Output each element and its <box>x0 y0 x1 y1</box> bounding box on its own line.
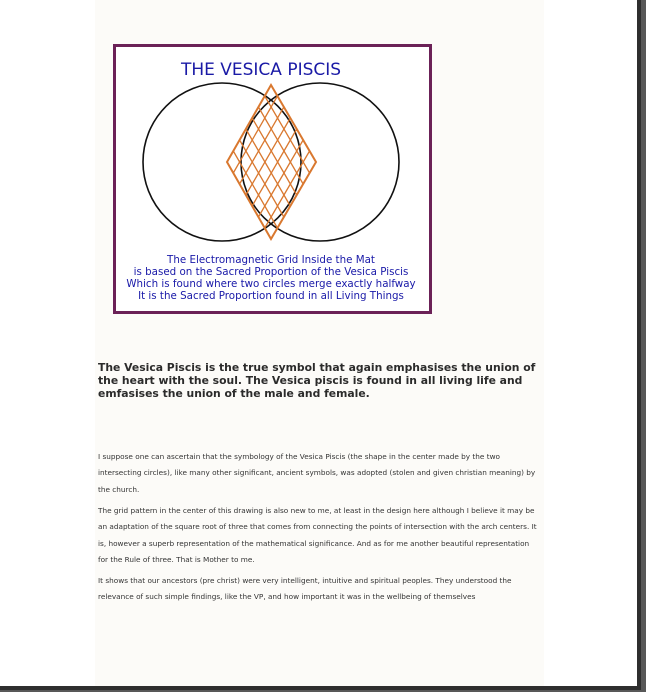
body-paragraph: I suppose one can ascertain that the symbology of the Vesica Piscis (the shape in the center made by the two intersecting circles), like many other significant, ancient symbols, was adopted (stolen and given christian meaning) by the church. <box>98 452 536 494</box>
body-paragraph: The grid pattern in the center of this drawing is also new to me, at least in the design here although I believe it may be an adaptation of the square root of three that comes from connecting the points of intersection with the arch centers. It is, however a superb representation of the mathematical significance. And as for me another beautiful representation for the Rule of three. That is Mother to me. <box>98 506 537 565</box>
caption-line: is based on the Sacred Proportion of the Vesica Piscis <box>133 266 409 278</box>
vesica-piscis-diagram <box>113 44 432 314</box>
lead-paragraph: The Vesica Piscis is the true symbol that again emphasises the union of the heart with the soul. The Vesica piscis is found in all living life and emfasises the union of the male and female. <box>98 361 536 401</box>
page-shadow-bottom <box>0 686 641 690</box>
caption-line: It is the Sacred Proportion found in all Living Things <box>138 290 404 302</box>
page-shadow-right <box>637 0 641 690</box>
caption-line: Which is found where two circles merge exactly halfway <box>126 278 416 290</box>
caption-line: The Electromagnetic Grid Inside the Mat <box>167 254 375 266</box>
vesica-piscis-figure <box>113 44 432 314</box>
figure-title: THE VESICA PISCIS <box>180 60 342 80</box>
body-paragraph: It shows that our ancestors (pre christ) were very intelligent, intuitive and spiritual peoples. They understood the relevance of such simple findings, like the VP, and how important it was in the wellbeing of themselves <box>98 576 512 602</box>
